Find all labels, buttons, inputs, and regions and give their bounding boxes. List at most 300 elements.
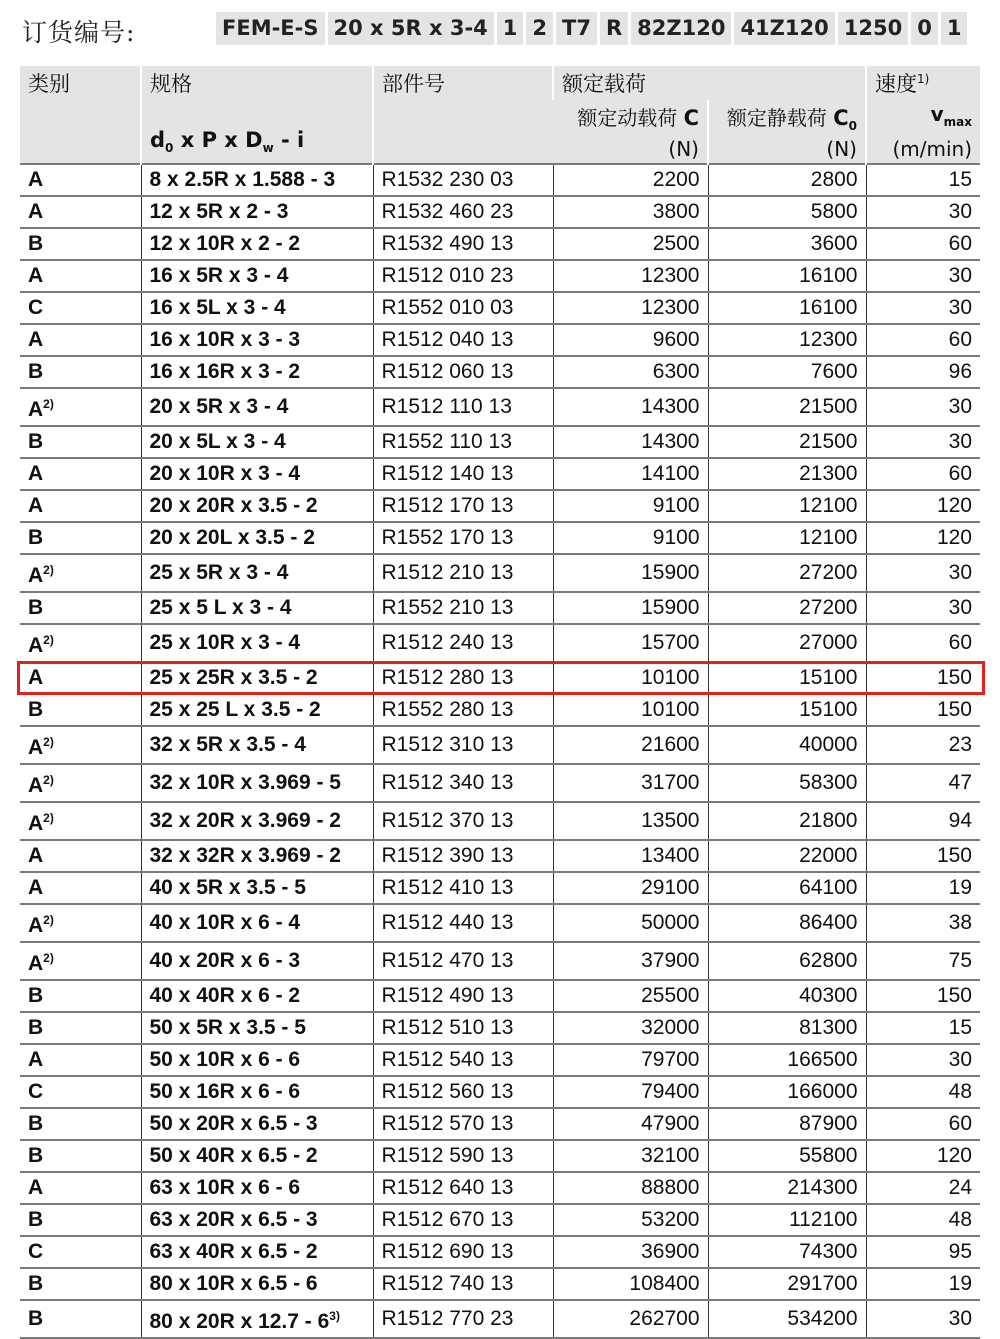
dynamic-load-cell	[553, 228, 708, 260]
dynamic-load-cell	[553, 662, 708, 694]
dynamic-load-cell-text: 15700	[641, 631, 700, 654]
speed-cell-text: 60	[948, 462, 972, 485]
dynamic-load-cell	[553, 624, 708, 662]
speed-cell-text: 60	[948, 1112, 972, 1135]
speed-cell	[866, 260, 980, 292]
header-spec	[141, 66, 373, 164]
category-cell	[20, 388, 141, 426]
spec-cell	[141, 872, 373, 904]
part-number-cell	[373, 1300, 553, 1338]
speed-cell	[866, 726, 980, 764]
order-number-label: 订货编号:	[22, 18, 136, 47]
dynamic-load-cell-text: 32100	[641, 1144, 700, 1167]
dynamic-load-cell-text: 2200	[652, 168, 700, 191]
part-number-cell-text: R1512 740 13	[381, 1272, 514, 1295]
category-cell-text: A	[28, 666, 44, 689]
dynamic-load-cell-text: 88800	[641, 1176, 700, 1199]
dynamic-load-cell	[553, 196, 708, 228]
dynamic-load-cell	[553, 1012, 708, 1044]
dynamic-load-cell-text: 79400	[641, 1080, 700, 1103]
order-code-box: 41Z120	[734, 12, 834, 45]
static-load-cell-text: 15100	[799, 666, 858, 689]
speed-cell-text: 30	[948, 264, 972, 287]
dynamic-load-cell-text: 2500	[652, 232, 700, 255]
part-number-cell-text: R1512 570 13	[381, 1112, 514, 1135]
spec-cell-text: 16 x 5L x 3 - 4	[149, 296, 286, 319]
category-cell	[20, 458, 141, 490]
category-cell-text: A	[28, 398, 44, 421]
part-number-cell	[373, 324, 553, 356]
spec-cell-text: 63 x 40R x 6.5 - 2	[149, 1240, 318, 1263]
category-cell	[20, 228, 141, 260]
static-load-cell-text: 21800	[799, 809, 858, 832]
static-load-cell-text: 27000	[799, 631, 858, 654]
category-cell-text: C	[28, 1240, 44, 1263]
header-load-text: 额定载荷	[562, 72, 646, 96]
speed-cell-text: 47	[948, 771, 972, 794]
table-row	[20, 764, 980, 802]
dynamic-load-cell-text: 9100	[652, 526, 700, 549]
static-load-cell-text: 21500	[799, 395, 858, 418]
spec-cell	[141, 840, 373, 872]
speed-cell	[866, 554, 980, 592]
category-cell	[20, 624, 141, 662]
part-number-cell	[373, 726, 553, 764]
spec-cell-text: 40 x 5R x 3.5 - 5	[149, 876, 306, 899]
category-cell	[20, 196, 141, 228]
speed-cell	[866, 802, 980, 840]
speed-cell	[866, 1108, 980, 1140]
part-number-cell-text: R1512 170 13	[381, 494, 514, 517]
spec-formula	[150, 128, 364, 155]
static-load-cell-text: 21500	[799, 430, 858, 453]
footnote-marker: 2)	[43, 563, 54, 577]
category-cell-text: B	[28, 1144, 44, 1167]
part-number-cell-text: R1532 490 13	[381, 232, 514, 255]
category-cell-text: A	[28, 564, 44, 587]
category-cell-text: B	[28, 1112, 44, 1135]
part-number-cell-text: R1512 060 13	[381, 360, 514, 383]
speed-cell-text: 120	[936, 526, 972, 549]
static-load-cell	[708, 980, 866, 1012]
header-vmax	[866, 100, 980, 135]
part-number-cell	[373, 490, 553, 522]
table-row	[20, 196, 980, 228]
static-load-cell-text: 12100	[799, 494, 858, 517]
part-number-cell	[373, 260, 553, 292]
speed-cell-text: 120	[936, 494, 972, 517]
category-cell	[20, 324, 141, 356]
dynamic-load-cell-text: 12300	[641, 296, 700, 319]
dynamic-load-cell-text: 262700	[629, 1307, 700, 1330]
category-cell-text: A	[28, 1176, 44, 1199]
spec-cell	[141, 426, 373, 458]
static-load-cell	[708, 164, 866, 196]
spec-cell-text: 80 x 20R x 12.7 - 6	[149, 1310, 330, 1333]
spec-cell	[141, 694, 373, 726]
static-load-cell	[708, 356, 866, 388]
spec-cell-text: 20 x 5L x 3 - 4	[149, 430, 286, 453]
part-number-cell	[373, 1044, 553, 1076]
dynamic-load-cell-text: 31700	[641, 771, 700, 794]
static-load-cell-text: 87900	[799, 1112, 858, 1135]
spec-cell-text: 80 x 10R x 6.5 - 6	[149, 1272, 318, 1295]
static-load-cell	[708, 228, 866, 260]
part-number-cell	[373, 840, 553, 872]
category-cell	[20, 1236, 141, 1268]
speed-cell-text: 30	[948, 596, 972, 619]
static-load-cell	[708, 694, 866, 726]
dynamic-load-cell	[553, 426, 708, 458]
category-cell	[20, 490, 141, 522]
table-row	[20, 1012, 980, 1044]
speed-cell	[866, 522, 980, 554]
spec-cell-text: 25 x 5R x 3 - 4	[149, 561, 289, 584]
spec-cell	[141, 764, 373, 802]
part-number-cell-text: R1512 670 13	[381, 1208, 514, 1231]
speed-cell-text: 120	[936, 1144, 972, 1167]
part-number-cell	[373, 1204, 553, 1236]
part-number-cell	[373, 1172, 553, 1204]
dynamic-load-cell-text: 53200	[641, 1208, 700, 1231]
static-load-cell-text: 3600	[810, 232, 858, 255]
part-number-cell	[373, 426, 553, 458]
spec-cell-text: 63 x 20R x 6.5 - 3	[149, 1208, 318, 1231]
part-number-cell-text: R1512 640 13	[381, 1176, 514, 1199]
category-cell-text: A	[28, 812, 44, 835]
spec-cell	[141, 1140, 373, 1172]
static-load-cell	[708, 1236, 866, 1268]
dynamic-load-cell-text: 32000	[641, 1016, 700, 1039]
spec-cell-text: 20 x 5R x 3 - 4	[149, 395, 289, 418]
part-number-cell	[373, 694, 553, 726]
static-load-cell	[708, 260, 866, 292]
speed-cell-text: 30	[948, 200, 972, 223]
category-cell-text: A	[28, 168, 44, 191]
part-number-cell	[373, 904, 553, 942]
static-load-cell-text: 7600	[810, 360, 858, 383]
part-number-cell-text: R1512 010 23	[381, 264, 514, 287]
spec-cell-text: 32 x 20R x 3.969 - 2	[149, 809, 341, 832]
spec-cell-text: 40 x 20R x 6 - 3	[149, 949, 301, 972]
unit-speed: (m/min)	[892, 137, 972, 161]
speed-cell-text: 48	[948, 1208, 972, 1231]
speed-cell-text: 30	[948, 1048, 972, 1071]
speed-cell-text: 30	[948, 1307, 972, 1330]
dynamic-load-label: 额定动载荷	[577, 106, 678, 130]
formula-d: d	[150, 128, 166, 152]
static-load-cell-text: 22000	[799, 844, 858, 867]
part-number-cell	[373, 228, 553, 260]
speed-cell	[866, 942, 980, 980]
part-number-cell	[373, 1012, 553, 1044]
part-number-cell	[373, 458, 553, 490]
static-load-cell	[708, 1140, 866, 1172]
category-cell-text: B	[28, 698, 44, 721]
dynamic-load-cell	[553, 1300, 708, 1338]
dynamic-load-cell	[553, 554, 708, 592]
header-category	[20, 66, 141, 164]
dynamic-load-cell-text: 13500	[641, 809, 700, 832]
table-row	[20, 1268, 980, 1300]
spec-cell	[141, 260, 373, 292]
part-number-cell-text: R1512 280 13	[381, 666, 514, 689]
static-load-cell	[708, 490, 866, 522]
table-row	[20, 802, 980, 840]
footnote-marker: 2)	[43, 951, 54, 965]
static-load-cell-text: 81300	[799, 1016, 858, 1039]
speed-cell-text: 30	[948, 296, 972, 319]
order-code-boxes	[216, 12, 967, 45]
speed-cell	[866, 1140, 980, 1172]
spec-cell	[141, 624, 373, 662]
spec-cell	[141, 726, 373, 764]
speed-cell	[866, 694, 980, 726]
dynamic-load-cell-text: 36900	[641, 1240, 700, 1263]
category-cell-text: B	[28, 1272, 44, 1295]
category-cell	[20, 356, 141, 388]
part-number-cell-text: R1512 690 13	[381, 1240, 514, 1263]
static-load-cell	[708, 904, 866, 942]
category-cell-text: A	[28, 264, 44, 287]
part-number-cell	[373, 980, 553, 1012]
category-cell	[20, 292, 141, 324]
dynamic-load-cell-text: 15900	[641, 561, 700, 584]
unit-n-dynamic: (N)	[668, 137, 699, 161]
static-load-cell	[708, 802, 866, 840]
speed-cell	[866, 388, 980, 426]
category-cell	[20, 726, 141, 764]
category-cell	[20, 522, 141, 554]
table-row	[20, 260, 980, 292]
part-number-cell-text: R1512 240 13	[381, 631, 514, 654]
table-row	[20, 388, 980, 426]
speed-cell	[866, 840, 980, 872]
dynamic-load-cell	[553, 1140, 708, 1172]
footnote-marker: 2)	[43, 397, 54, 411]
spec-cell-text: 12 x 5R x 2 - 3	[149, 200, 289, 223]
dynamic-load-cell-text: 108400	[629, 1272, 700, 1295]
dynamic-load-cell-text: 47900	[641, 1112, 700, 1135]
footnote-marker: 2)	[43, 735, 54, 749]
static-load-cell	[708, 872, 866, 904]
dynamic-load-cell	[553, 164, 708, 196]
dynamic-load-cell-text: 9100	[652, 494, 700, 517]
category-cell	[20, 1108, 141, 1140]
footnote-marker: 3)	[329, 1309, 340, 1323]
part-number-cell-text: R1512 310 13	[381, 733, 514, 756]
speed-cell-text: 19	[948, 1272, 972, 1295]
category-cell-text: A	[28, 1048, 44, 1071]
spec-cell-text: 50 x 5R x 3.5 - 5	[149, 1016, 306, 1039]
static-load-sub: 0	[848, 119, 857, 133]
spec-cell-text: 20 x 20R x 3.5 - 2	[149, 494, 318, 517]
static-load-cell-text: 58300	[799, 771, 858, 794]
part-number-cell-text: R1512 110 13	[381, 395, 512, 418]
dynamic-load-cell-text: 15900	[641, 596, 700, 619]
part-number-cell-text: R1512 410 13	[381, 876, 514, 899]
spec-cell-text: 40 x 40R x 6 - 2	[149, 984, 301, 1007]
speed-cell	[866, 164, 980, 196]
static-load-cell	[708, 726, 866, 764]
formula-mid: x P x D	[173, 128, 263, 152]
speed-cell	[866, 292, 980, 324]
dynamic-load-cell-text: 10100	[641, 666, 700, 689]
category-cell-text: A	[28, 634, 44, 657]
part-number-cell	[373, 1108, 553, 1140]
dynamic-load-cell	[553, 490, 708, 522]
speed-cell-text: 60	[948, 631, 972, 654]
dynamic-load-cell	[553, 592, 708, 624]
table-row	[20, 1044, 980, 1076]
static-load-cell	[708, 1268, 866, 1300]
speed-cell	[866, 980, 980, 1012]
dynamic-load-cell-text: 50000	[641, 911, 700, 934]
table-row	[20, 1076, 980, 1108]
table-row	[20, 458, 980, 490]
spec-cell-text: 50 x 16R x 6 - 6	[149, 1080, 301, 1103]
table-row	[20, 356, 980, 388]
table-row	[20, 592, 980, 624]
category-cell	[20, 662, 141, 694]
speed-cell-text: 96	[948, 360, 972, 383]
part-number-cell-text: R1512 370 13	[381, 809, 514, 832]
part-number-cell	[373, 196, 553, 228]
category-cell-text: B	[28, 232, 44, 255]
category-cell-text: B	[28, 430, 44, 453]
speed-cell-text: 30	[948, 430, 972, 453]
category-cell	[20, 554, 141, 592]
part-number-cell-text: R1512 440 13	[381, 911, 514, 934]
dynamic-load-symbol: C	[683, 106, 699, 130]
footnote-marker: 2)	[43, 773, 54, 787]
spec-cell-text: 16 x 10R x 3 - 3	[149, 328, 301, 351]
spec-cell	[141, 662, 373, 694]
header-speed-note: 1)	[917, 72, 930, 86]
spec-cell-text: 20 x 10R x 3 - 4	[149, 462, 301, 485]
order-number-bar	[20, 10, 980, 46]
spec-cell	[141, 388, 373, 426]
category-cell-text: C	[28, 1080, 44, 1103]
part-number-cell-text: R1552 280 13	[381, 698, 514, 721]
part-number-cell	[373, 662, 553, 694]
static-load-cell-text: 21300	[799, 462, 858, 485]
speed-cell	[866, 490, 980, 522]
speed-cell-text: 60	[948, 328, 972, 351]
speed-cell	[866, 1268, 980, 1300]
speed-cell	[866, 904, 980, 942]
static-load-cell-text: 74300	[799, 1240, 858, 1263]
vmax-sub: max	[943, 115, 972, 129]
category-cell	[20, 872, 141, 904]
part-number-cell-text: R1512 540 13	[381, 1048, 514, 1071]
part-number-cell-text: R1512 510 13	[381, 1016, 514, 1039]
part-number-cell	[373, 1236, 553, 1268]
spec-cell	[141, 490, 373, 522]
speed-cell-text: 95	[948, 1240, 972, 1263]
order-code-box: 82Z120	[631, 12, 731, 45]
dynamic-load-cell	[553, 980, 708, 1012]
part-number-cell-text: R1512 560 13	[381, 1080, 514, 1103]
table-row	[20, 1204, 980, 1236]
static-load-cell	[708, 592, 866, 624]
order-code-box: 2	[526, 12, 553, 45]
spec-cell-text: 50 x 10R x 6 - 6	[149, 1048, 301, 1071]
category-cell-text: B	[28, 596, 44, 619]
header-unit-speed	[866, 135, 980, 164]
speed-cell-text: 48	[948, 1080, 972, 1103]
dynamic-load-cell	[553, 1044, 708, 1076]
category-cell-text: B	[28, 984, 44, 1007]
table-header	[20, 66, 980, 164]
category-cell-text: B	[28, 1307, 44, 1330]
part-number-cell-text: R1512 140 13	[381, 462, 514, 485]
category-cell-text: B	[28, 526, 44, 549]
spec-cell	[141, 458, 373, 490]
category-cell	[20, 1172, 141, 1204]
speed-cell-text: 30	[948, 561, 972, 584]
footnote-marker: 2)	[43, 633, 54, 647]
header-speed	[866, 66, 980, 100]
category-cell-text: A	[28, 876, 44, 899]
category-cell	[20, 1012, 141, 1044]
part-number-cell-text: R1512 470 13	[381, 949, 514, 972]
spec-cell	[141, 942, 373, 980]
static-load-cell-text: 12100	[799, 526, 858, 549]
spec-cell	[141, 1300, 373, 1338]
speed-cell	[866, 324, 980, 356]
part-number-cell-text: R1532 230 03	[381, 168, 514, 191]
spec-cell	[141, 292, 373, 324]
spec-cell-text: 25 x 5 L x 3 - 4	[149, 596, 292, 619]
speed-cell-text: 94	[948, 809, 972, 832]
dynamic-load-cell	[553, 1236, 708, 1268]
static-load-cell	[708, 324, 866, 356]
category-cell	[20, 942, 141, 980]
category-cell-text: A	[28, 952, 44, 975]
table-row	[20, 1108, 980, 1140]
category-cell-text: B	[28, 1208, 44, 1231]
spec-cell	[141, 1268, 373, 1300]
speed-cell-text: 30	[948, 395, 972, 418]
table-row	[20, 662, 980, 694]
static-load-cell	[708, 458, 866, 490]
category-cell-text: A	[28, 328, 44, 351]
spec-cell	[141, 356, 373, 388]
part-number-cell	[373, 292, 553, 324]
dynamic-load-cell	[553, 802, 708, 840]
static-load-cell-text: 5800	[810, 200, 858, 223]
spec-cell-text: 50 x 20R x 6.5 - 3	[149, 1112, 318, 1135]
part-number-cell-text: R1512 590 13	[381, 1144, 514, 1167]
order-code-box: 1	[941, 12, 968, 45]
order-code-box: 1250	[838, 12, 908, 45]
dynamic-load-cell	[553, 1268, 708, 1300]
header-spec-text: 规格	[150, 72, 192, 96]
formula-d-sub: 0	[165, 141, 174, 156]
part-number-cell-text: R1552 210 13	[381, 596, 514, 619]
static-load-cell-text: 27200	[799, 596, 858, 619]
dynamic-load-cell-text: 79700	[641, 1048, 700, 1071]
spec-cell-text: 8 x 2.5R x 1.588 - 3	[149, 168, 336, 191]
spec-cell	[141, 1076, 373, 1108]
static-load-cell-text: 214300	[787, 1176, 858, 1199]
dynamic-load-cell-text: 12300	[641, 264, 700, 287]
speed-cell	[866, 1012, 980, 1044]
spec-cell-text: 16 x 5R x 3 - 4	[149, 264, 289, 287]
static-load-cell-text: 86400	[799, 911, 858, 934]
static-load-cell-text: 62800	[799, 949, 858, 972]
